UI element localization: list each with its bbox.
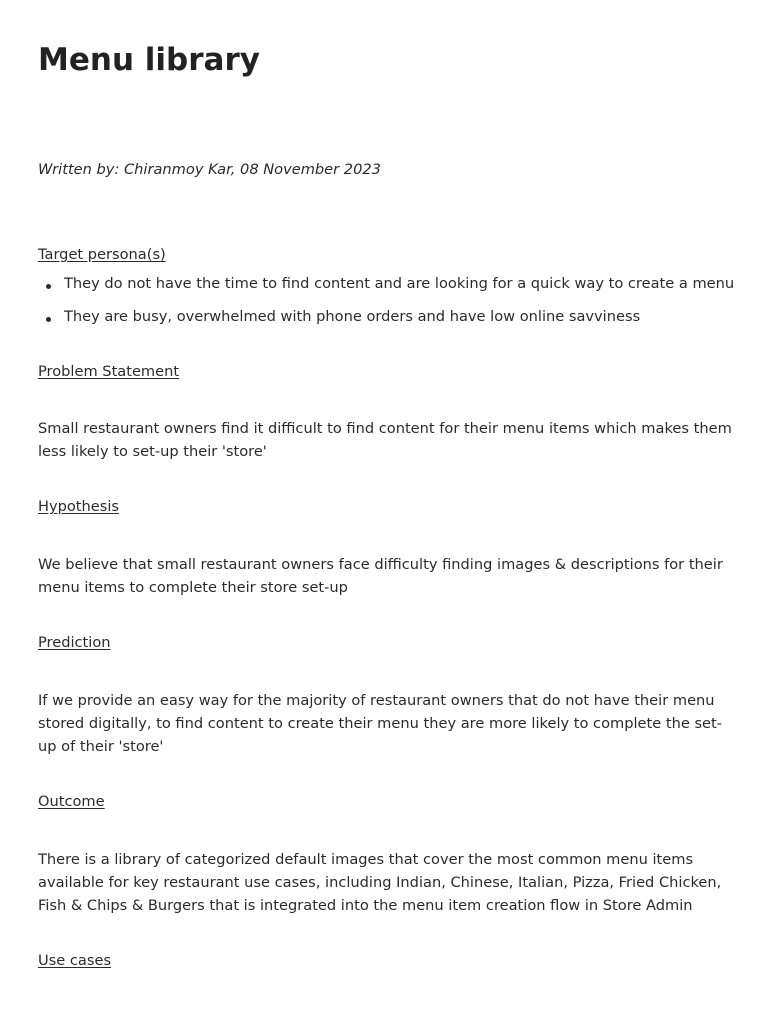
prediction-text: If we provide an easy way for the majority of restaurant owners that do not have their menu stored digitally, to find content to create their menu they are more likely to complete the set-up of their 'store': [38, 692, 723, 755]
outcome-heading: Outcome: [38, 793, 105, 810]
list-item-text: They are busy, overwhelmed with phone orders and have low online savviness: [64, 308, 641, 325]
list-item: [38, 305, 732, 338]
outcome-text: There is a library of categorized default images that cover the most common menu items available for key restaurant use cases, including Indian, Chinese, Italian, Pizza, Fried Chicken, Fish & Chips & Burgers that is integrated into the menu item creation flow in Store Admin: [38, 851, 722, 914]
page-title: Menu library: [38, 42, 260, 78]
bullet-icon: [46, 284, 51, 289]
list-item-text: They do not have the time to find content and are looking for a quick way to create a menu: [64, 275, 735, 292]
hypothesis-heading: Hypothesis: [38, 498, 120, 515]
author-byline: Written by: Chiranmoy Kar, 08 November 2023: [38, 161, 381, 178]
prediction-heading: Prediction: [38, 634, 111, 651]
list-item: [38, 272, 735, 305]
bullet-icon: [46, 317, 51, 322]
hypothesis-text: We believe that small restaurant owners face difficulty finding images & descriptions for their menu items to complete their store set-up: [38, 556, 723, 596]
use-cases-heading: Use cases: [38, 952, 112, 969]
problem-statement-text: Small restaurant owners find it difficult to find content for their menu items which makes them less likely to set-up their 'store': [38, 420, 732, 460]
target-persona-list: [38, 272, 735, 338]
problem-statement-heading: Problem Statement: [38, 363, 180, 380]
target-persona-heading: Target persona(s): [38, 246, 166, 263]
